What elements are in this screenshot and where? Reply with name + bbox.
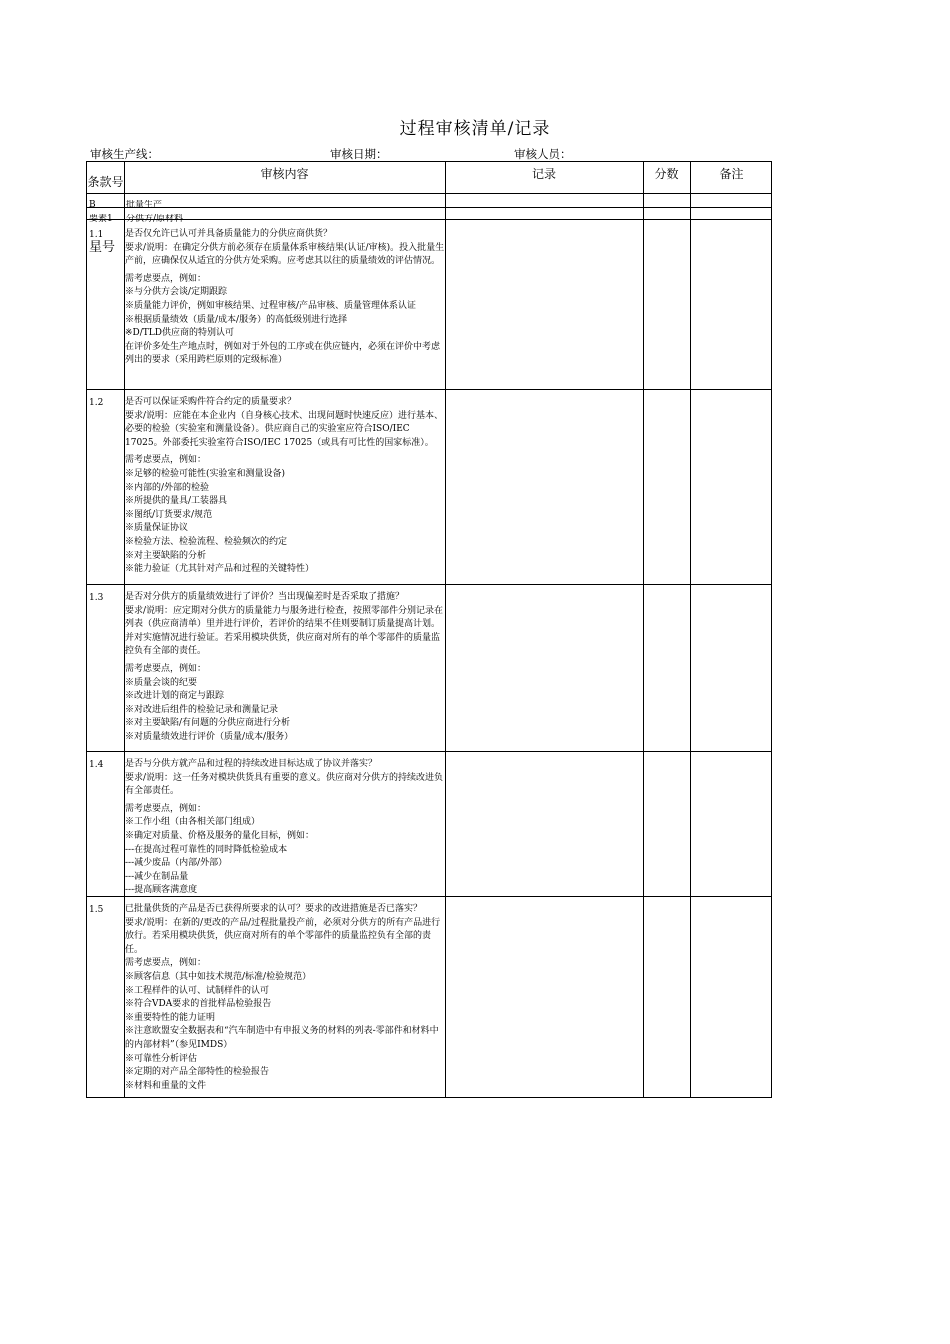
item-number: 1.1 xyxy=(89,230,104,240)
item-content: 已批量供货的产品是否已获得所要求的认可？要求的改进措施是否已落实？ 要求/说明：在新的/更改的产品/过程批量投产前，必须对分供方的所有产品进行放行。若采用模块供货，供应商对所有的单个零部件的质量监控负有全部的责任。 需考虑要点，例如： ※顾客信息（其中如技术规范/标准/检验规范） ※工程样件的认可、试制样件的认可 ※符合VDA要求的首批样品检验报告 ※重要特性的能力证明 ※注意欧盟安全数据表和“汽车制造中有申报义务的材料的列表-零部件和材料中的内部材料”（参见IMDS） ※可靠性分析评估 ※定期的对产品全部特性的检验报告 ※材料和重量的文件 xyxy=(125,904,441,1091)
page-title: 过程审核清单/记录 xyxy=(399,119,551,139)
header-score: 分数 xyxy=(654,166,679,181)
item-number: 1.5 xyxy=(89,905,104,915)
item-number: 1.3 xyxy=(89,593,104,603)
item-content: 是否对分供方的质量绩效进行了评价？当出现偏差时是否采取了措施？ 要求/说明：应定期对分供方的质量能力与服务进行检查，按照零部件分别记录在列表（供应商清单）里并进行评价，若评价的结果不佳则要制订质量提高计划。并对实施情况进行验证。若采用模块供货，供应商对所有的单个零部件的质量监控负有全部的责任。 需考虑要点，例如： ※质量会谈的纪要 ※改进计划的商定与跟踪 ※对改进后组件的检验记录和测量记录 ※对主要缺陷/有问题的分供应商进行分析 ※对质量绩效进行评价（质量/成本/服务） xyxy=(125,592,444,742)
item-content: 是否与分供方就产品和过程的持续改进目标达成了协议并落实？ 要求/说明：这一任务对模块供货具有重要的意义。供应商对分供方的持续改进负有全部责任。 需考虑要点，例如： ※工作小组（由各相关部门组成） ※确定对质量、价格及服务的量化目标，例如： ---在提高过程可靠性的同时降低检验成本 ---减少废品（内部/外部） ---减少在制品量 ---提高顾客满意度 xyxy=(125,759,444,896)
audit-table xyxy=(86,161,772,1098)
item-content: 是否仅允许已认可并具备质量能力的分供应商供货？ 要求/说明：在确定分供方前必须存在质量体系审核结果(认证/审核)。投入批量生产前，应确保仅从适宜的分供方处采购。应考虑其以往的质量绩效的评估情况。 需考虑要点，例如： ※与分供方会谈/定期跟踪 ※质量能力评价，例如审核结果、过程审核/产品审核、质量管理体系认证 ※根据质量绩效（质量/成本/服务）的高低级别进行选择 ※D/TLD供应商的特别认可 在评价多处生产地点时，例如对于外包的工序或在供应链内，必须在评价中考虑列出的要求（采用跨栏原则的定级标准） xyxy=(125,229,445,366)
star-mark: 星号 xyxy=(89,240,116,255)
item-content: 是否可以保证采购件符合约定的质量要求？ 要求/说明：应能在本企业内（自身核心技术、出现问题时快速反应）进行基本、必要的检验（实验室和测量设备）。供应商自己的实验室应符合ISO/IEC 17025。外部委托实验室符合ISO/IEC 17025（或具有可比性的国家标准）。 需考虑要点，例如： ※足够的检验可能性(实验室和测量设备) ※内部的/外部的检验 ※所提供的量具/工装器具 ※图纸/订货要求/规范 ※质量保证协议 ※检验方法、检验流程、检验频次的约定 ※对主要缺陷的分析 ※能力验证（尤其针对产品和过程的关键特性） xyxy=(125,397,444,575)
section-label: 批量生产 xyxy=(126,200,163,210)
item-number: 1.2 xyxy=(89,398,104,408)
production-line-label: 审核生产线： xyxy=(90,147,159,161)
element-code: 要素1 xyxy=(89,214,113,224)
header-record: 记录 xyxy=(531,166,556,181)
audit-date-label: 审核日期： xyxy=(330,147,388,161)
item-number: 1.4 xyxy=(89,760,104,770)
auditor-label: 审核人员： xyxy=(514,147,572,161)
header-clause-no: 条款号 xyxy=(87,174,124,189)
header-content: 审核内容 xyxy=(260,166,309,181)
element-label: 分供方/原材料 xyxy=(126,214,184,224)
section-code: B xyxy=(89,200,96,210)
header-remarks: 备注 xyxy=(719,166,744,181)
